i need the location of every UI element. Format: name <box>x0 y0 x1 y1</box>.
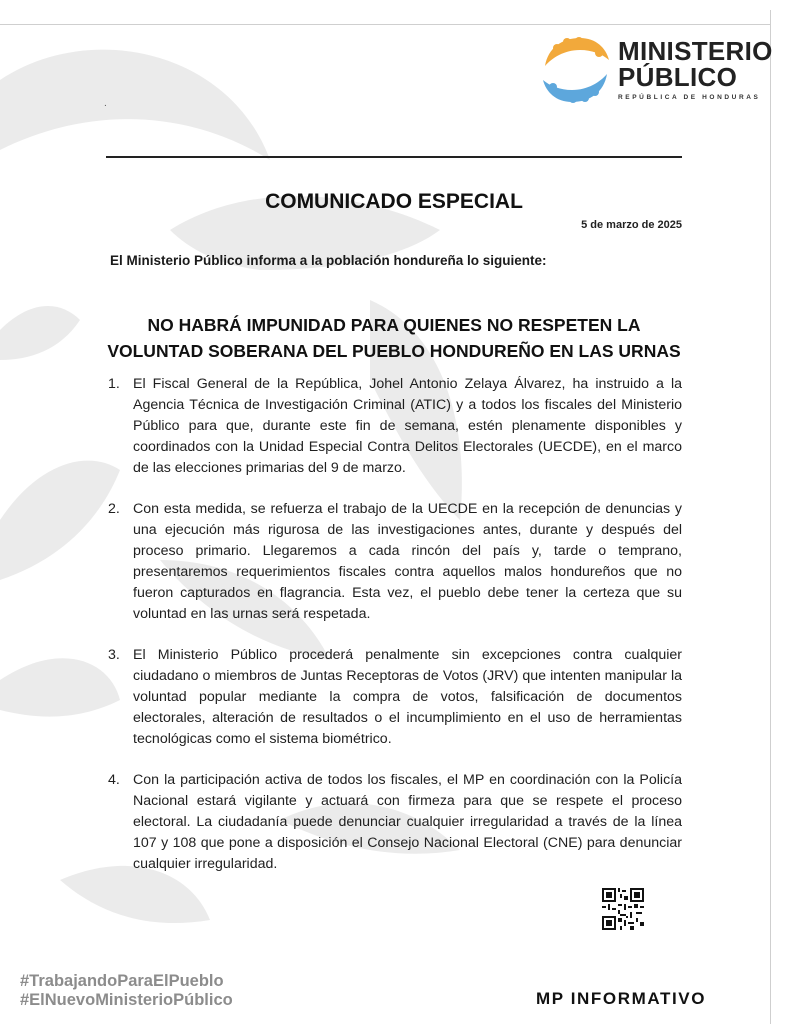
list-item-number: 2. <box>108 501 120 517</box>
header-divider <box>106 156 682 158</box>
hashtag-trabajando: #TrabajandoParaElPueblo <box>20 972 224 990</box>
list-item <box>106 645 682 750</box>
logo-title-line2: PÚBLICO <box>618 62 738 92</box>
logo-emblem-icon <box>540 34 612 106</box>
footer-brand: MP INFORMATIVO <box>536 989 707 1008</box>
list-item-number: 3. <box>108 647 120 663</box>
marker-dot: . <box>104 98 107 109</box>
list-item-text: El Ministerio Público procederá penalmente sin excepciones contra cualquier ciudadano o miembros de Juntas Receptoras de Votos (JRV) que intenten manipular la voluntad popular mediante la compra de votos, falsificación de documentos electorales, alteración de resultados o el incumplimiento en el uso de herramientas tecnológicas como el sistema biométrico. <box>133 647 682 747</box>
qr-code-icon <box>602 888 644 930</box>
logo-blue-figures <box>543 74 607 103</box>
headline-line1: NO HABRÁ IMPUNIDAD PARA QUIENES NO RESPETEN LA <box>147 315 641 335</box>
list-item-text: Con la participación activa de todos los fiscales, el MP en coordinación con la Policía Nacional estará vigilante y actuará con firmeza para que se respete el proceso electoral. La ciudadanía puede denunciar cualquier irregularidad a través de la línea 107 y 108 que pone a disposición el Consejo Nacional Electoral (CNE) para denunciar cualquier irregularidad. <box>133 772 682 872</box>
logo-subtitle: REPÚBLICA DE HONDURAS <box>618 94 761 101</box>
document-intro: El Ministerio Público informa a la población hondureña lo siguiente: <box>110 253 547 268</box>
ministerio-publico-logo <box>540 34 773 108</box>
statement-list <box>106 374 682 895</box>
list-item-text: El Fiscal General de la República, Johel Antonio Zelaya Álvarez, ha instruido a la Agencia Técnica de Investigación Criminal (ATIC) y a todos los fiscales del Ministerio Público para que, durante este fin de semana, estén plenamente disponibles y coordinados con la Unidad Especial Contra Delitos Electorales (UECDE), en el marco de las elecciones primarias del 9 de marzo. <box>133 376 682 476</box>
list-item-number: 4. <box>108 772 120 788</box>
document-date: 5 de marzo de 2025 <box>581 219 682 231</box>
list-item-number: 1. <box>108 376 120 392</box>
list-item <box>106 770 682 875</box>
logo-title-line1: MINISTERIO <box>618 36 773 66</box>
hashtag-nuevo-ministerio: #ElNuevoMinisterioPúblico <box>20 991 233 1009</box>
headline-line2: VOLUNTAD SOBERANA DEL PUEBLO HONDUREÑO EN LAS URNAS <box>107 341 681 361</box>
document-headline <box>106 312 682 364</box>
list-item <box>106 499 682 625</box>
logo-orange-figures <box>545 37 609 66</box>
document-heading: COMUNICADO ESPECIAL <box>265 190 523 213</box>
list-item-text: Con esta medida, se refuerza el trabajo de la UECDE en la recepción de denuncias y una ejecución más rigurosa de las investigaciones antes, durante y después del proceso primario. Llegaremos a cada rincón del país y, tarde o temprano, presentaremos requerimientos fiscales contra aquellos malos hondureños que no fueron capturados en flagrancia. Esta vez, el pueblo debe tener la certeza que su voluntad en las urnas será respetada. <box>133 501 682 622</box>
list-item <box>106 374 682 479</box>
